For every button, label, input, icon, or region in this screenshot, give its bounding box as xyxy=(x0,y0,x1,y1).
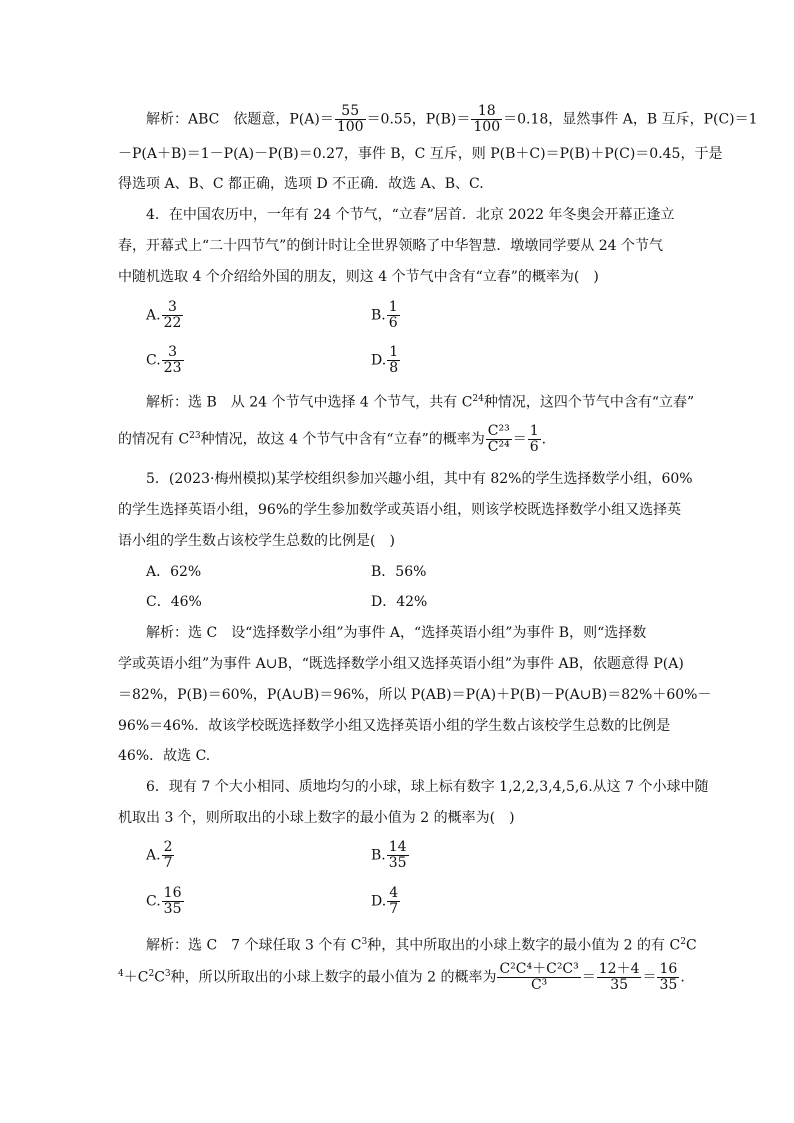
fraction xyxy=(486,424,512,455)
numerator: 18 xyxy=(471,104,502,120)
question-5-line: 的学生选择英语小组，96%的学生参加数学或英语小组，则该学校既选择数学小组又选择英 xyxy=(118,502,682,518)
option-label: B. xyxy=(371,847,386,864)
option-label: D. xyxy=(371,352,387,369)
numerator: 16 xyxy=(163,885,182,901)
solution-line xyxy=(146,104,758,135)
text: 解析：选 C 7 个球任取 3 个有 C xyxy=(146,937,362,954)
solution-line: 96%＝46%．故该学校既选择数学小组又选择英语小组的学生数占该校学生总数的比例是 xyxy=(118,718,671,734)
option-b xyxy=(371,840,410,871)
solution-line: ＝82%，P(B)＝60%，P(A∪B)＝96%，所以 P(AB)＝P(A)＋P(B)－P(A∪B)＝82%＋60%－ xyxy=(118,687,712,703)
fraction xyxy=(387,300,400,331)
denominator: 6 xyxy=(388,315,398,331)
solution-line: 学或英语小组”为事件 A∪B，“既选择数学小组又选择英语小组”为事件 AB，依题意得 P(A) xyxy=(118,656,684,672)
superscript: 4 xyxy=(118,968,124,979)
numerator: 55 xyxy=(335,104,366,120)
fraction xyxy=(471,104,502,135)
fraction xyxy=(497,962,580,993)
denominator: 6 xyxy=(529,439,539,455)
option-c xyxy=(146,886,185,917)
solution-line xyxy=(118,424,546,455)
denominator: C²⁴ xyxy=(487,439,510,455)
numerator: C²³ xyxy=(487,423,510,439)
numerator: 1 xyxy=(389,344,399,360)
superscript: 2 xyxy=(148,968,155,979)
numerator: 2 xyxy=(163,839,173,855)
text: ＝0.55，P(B)＝ xyxy=(366,111,471,128)
text: ＋C xyxy=(123,969,149,986)
option-a xyxy=(146,840,175,871)
text: ＝0.18，显然事件 A，B 互斥，P(C)＝1 xyxy=(503,111,758,128)
fraction xyxy=(162,886,184,917)
numerator: 3 xyxy=(162,300,184,316)
option-a xyxy=(146,300,184,331)
numerator: 3 xyxy=(162,345,184,361)
superscript: 3 xyxy=(164,968,171,979)
option-label: D. xyxy=(371,893,387,910)
numerator: 12＋4 xyxy=(598,961,640,977)
denominator: 35 xyxy=(388,855,407,871)
text: 解析：选 B 从 24 个节气中选择 4 个节气，共有 C xyxy=(146,394,473,411)
fraction xyxy=(387,840,409,871)
option-label: C. xyxy=(146,352,161,369)
text: . xyxy=(541,431,547,448)
text: C xyxy=(154,969,165,986)
solution-line xyxy=(146,389,694,413)
denominator: C³ xyxy=(530,977,548,993)
text: . xyxy=(680,969,685,986)
fraction xyxy=(528,424,541,455)
option-d: D．42% xyxy=(371,594,428,610)
question-5-line: 5．(2023·梅州模拟)某学校组织参加兴趣小组，其中有 82%的学生选择数学小组，60% xyxy=(146,471,693,487)
denominator: 7 xyxy=(389,901,399,917)
denominator: 35 xyxy=(659,977,678,993)
option-label: C. xyxy=(146,893,161,910)
fraction xyxy=(162,345,184,376)
option-b: B．56% xyxy=(371,564,427,580)
numerator: 4 xyxy=(389,885,399,901)
solution-line xyxy=(146,932,697,956)
option-a: A．62% xyxy=(146,564,202,580)
text: 种，其中所取出的小球上数字的最小值为 2 的有 C xyxy=(367,937,681,954)
denominator: 35 xyxy=(610,977,629,993)
numerator: 14 xyxy=(388,839,407,855)
text: ＝ xyxy=(642,969,657,986)
option-c xyxy=(146,345,185,376)
option-c: C．46% xyxy=(146,594,202,610)
fraction xyxy=(335,104,366,135)
fraction xyxy=(162,840,175,871)
solution-line: 得选项 A、B、C 都正确，选项 D 不正确．故选 A、B、C. xyxy=(118,176,484,192)
question-4-line: 4．在中国农历中，一年有 24 个节气，“立春”居首．北京 2022 年冬奥会开幕正逢立 xyxy=(146,207,675,223)
fraction xyxy=(387,886,400,917)
question-4-line: 中随机选取 4 个介绍给外国的朋友，则这 4 个节气中含有“立春”的概率为( ) xyxy=(118,269,599,285)
fraction xyxy=(597,962,642,993)
numerator: 1 xyxy=(529,423,539,439)
text: 种情况，这四个节气中含有“立春” xyxy=(483,394,695,411)
text: ＝ xyxy=(581,969,596,986)
question-4-line: 春，开幕式上“二十四节气”的倒计时让全世界领略了中华智慧．墩墩同学要从 24 个节气 xyxy=(118,238,664,254)
question-5-line: 语小组的学生数占该校学生总数的比例是( ) xyxy=(118,533,395,549)
denominator: 22 xyxy=(163,315,182,331)
denominator: 100 xyxy=(473,119,501,135)
question-6-line: 机取出 3 个，则所取出的小球上数字的最小值为 2 的概率为( ) xyxy=(118,810,515,826)
option-d xyxy=(371,886,401,917)
superscript: 24 xyxy=(472,394,484,404)
numerator: 16 xyxy=(659,961,678,977)
option-d xyxy=(371,345,401,376)
denominator: 8 xyxy=(389,360,399,376)
denominator: 7 xyxy=(163,855,173,871)
option-b xyxy=(371,300,401,331)
denominator: 100 xyxy=(336,119,364,135)
text: 的情况有 C xyxy=(118,431,190,448)
denominator: 35 xyxy=(163,901,182,917)
text: ＝ xyxy=(512,431,527,448)
solution-line: 解析：选 C 设“选择数学小组”为事件 A，“选择英语小组”为事件 B，则“选择数 xyxy=(146,625,647,641)
fraction xyxy=(387,345,400,376)
fraction xyxy=(162,300,184,331)
solution-line: －P(A＋B)＝1－P(A)－P(B)＝0.27，事件 B，C 互斥，则 P(B＋C)＝P(B)＋P(C)＝0.45，于是 xyxy=(118,146,723,162)
superscript: 2 xyxy=(680,937,686,947)
solution-line xyxy=(118,962,685,993)
numerator: 1 xyxy=(388,299,398,315)
text: C xyxy=(685,937,697,954)
text: 种，所以所取出的小球上数字的最小值为 2 的概率为 xyxy=(170,969,497,986)
fraction xyxy=(657,962,679,993)
text: 解析：ABC 依题意，P(A)＝ xyxy=(146,111,334,128)
numerator: C²C⁴＋C²C³ xyxy=(499,961,579,977)
superscript: 3 xyxy=(361,937,368,947)
text: 种情况，故这 4 个节气中含有“立春”的概率为 xyxy=(200,431,485,448)
option-label: A. xyxy=(146,847,161,864)
option-label: A. xyxy=(146,307,161,324)
solution-line: 46%．故选 C. xyxy=(118,748,211,764)
denominator: 23 xyxy=(163,360,182,376)
option-label: B. xyxy=(371,307,386,324)
question-6-line: 6．现有 7 个大小相同、质地均匀的小球，球上标有数字 1,2,2,3,4,5,6.从这 7 个小球中随 xyxy=(146,779,709,795)
superscript: 23 xyxy=(189,430,201,441)
